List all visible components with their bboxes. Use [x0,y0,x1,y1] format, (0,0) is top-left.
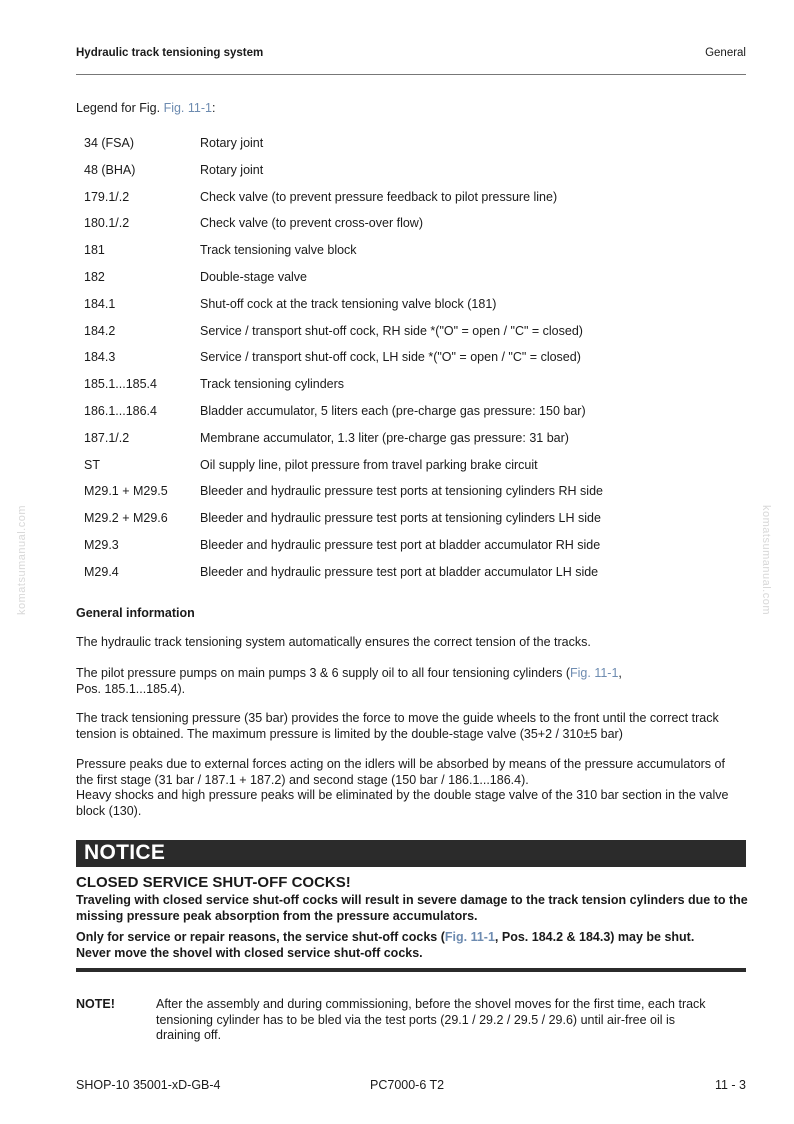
legend-position: ST [84,457,100,472]
legend-row [84,213,724,240]
legend-row [84,428,724,455]
p5-text: Heavy shocks and high pressure peaks will be eliminated by the double stage valve of the 310 bar section in the valve block (130). [76,788,729,818]
legend-description: Shut-off cock at the track tensioning valve block (181) [200,296,497,311]
notice-text-3: Never move the shovel with closed service shut-off cocks. [76,946,423,960]
legend-description: Bladder accumulator, 5 liters each (pre-charge gas pressure: 150 bar) [200,403,586,418]
watermark-left: komatsumanual.com [16,505,28,615]
legend-row [84,240,724,267]
notice-text-2b: , Pos. 184.2 & 184.3) may be shut. [494,930,695,944]
legend-row [84,562,724,589]
legend-intro [76,101,215,115]
legend-description: Bleeder and hydraulic pressure test port at bladder accumulator RH side [200,537,601,552]
header-section: General [705,47,746,59]
legend-row [84,481,724,508]
note-text: After the assembly and during commissioning, before the shovel moves for the first time, each track tensioning cylinder has to be bled via the test ports (29.1 / 29.2 / 29.5 / 29.6) until air-free oil is draining off. [156,997,706,1042]
legend-row [84,374,724,401]
legend-description: Bleeder and hydraulic pressure test ports at tensioning cylinders RH side [200,484,603,499]
legend-row [84,455,724,482]
page-header [76,47,746,67]
general-info-title: General information [76,606,195,620]
p2-text: The pilot pressure pumps on main pumps 3 & 6 supply oil to all four tensioning cylinders ( [76,666,571,680]
fig-link[interactable]: Fig. 11-1 [444,930,495,944]
note-label: NOTE! [76,997,115,1011]
notice-text-2a: Only for service or repair reasons, the service shut-off cocks ( [76,930,445,944]
legend-intro-prefix: Legend for Fig. [76,101,164,115]
footer-doc-id: SHOP-10 35001-xD-GB-4 [76,1078,221,1092]
legend-position: 182 [84,269,105,284]
legend-position: M29.3 [84,537,119,552]
legend-row [84,294,724,321]
legend-position: 186.1...186.4 [84,403,157,418]
legend-position: 184.3 [84,350,116,365]
legend-row [84,508,724,535]
legend-description: Track tensioning cylinders [200,377,345,392]
legend-position: 184.1 [84,296,116,311]
legend-description: Service / transport shut-off cock, LH side *("O" = open / "C" = closed) [200,350,581,365]
header-title: Hydraulic track tensioning system [76,47,264,59]
legend-position: 184.2 [84,323,116,338]
legend-description: Membrane accumulator, 1.3 liter (pre-charge gas pressure: 31 bar) [200,430,569,445]
legend-row [84,535,724,562]
legend-row [84,187,724,214]
notice-text-1: Traveling with closed service shut-off cocks will result in severe damage to the track tension cylinders due to the missing pressure peak absorption from the pressure accumulators. [76,893,748,923]
legend-row [84,133,724,160]
general-paragraph-2 [76,666,736,697]
legend-position: M29.2 + M29.6 [84,511,168,526]
notice-heading: CLOSED SERVICE SHUT-OFF COCKS! [76,874,351,891]
legend-description: Oil supply line, pilot pressure from travel parking brake circuit [200,457,538,472]
legend-description: Double-stage valve [200,269,308,284]
legend-description: Check valve (to prevent pressure feedback to pilot pressure line) [200,189,558,204]
legend-description: Bleeder and hydraulic pressure test port at bladder accumulator LH side [200,564,599,579]
p4-text: Pressure peaks due to external forces acting on the idlers will be absorbed by means of the pressure accumulators of the first stage (31 bar / 187.1 + 187.2) and second stage (150 bar / 186.1...186.4). [76,757,725,787]
legend-description: Check valve (to prevent cross-over flow) [200,216,423,231]
notice-label: NOTICE [84,841,166,864]
legend-row [84,347,724,374]
legend-position: M29.1 + M29.5 [84,484,168,499]
general-paragraph-3: The track tensioning pressure (35 bar) provides the force to move the guide wheels to the front until the correct track tension is obtained. The maximum pressure is limited by the double-stage valve (35+2 / 310±5 bar) [76,711,719,741]
legend-description: Rotary joint [200,136,264,150]
legend-position: 181 [84,243,105,258]
legend-position: 185.1...185.4 [84,377,157,392]
legend-table [84,133,724,589]
notice-divider [76,968,746,972]
fig-link[interactable]: Fig. 11-1 [163,101,212,115]
p2-pos: Pos. 185.1...185.4). [76,681,186,696]
legend-description: Track tensioning valve block [200,243,357,258]
notice-banner [76,840,746,867]
header-divider [76,74,746,75]
footer-page-number: 11 - 3 [714,1078,746,1092]
legend-position: 48 (BHA) [84,162,136,177]
p2-text-b: , [618,666,622,680]
legend-description: Bleeder and hydraulic pressure test ports at tensioning cylinders LH side [200,511,601,526]
legend-intro-suffix: : [211,101,216,115]
fig-link[interactable]: Fig. 11-1 [570,666,619,680]
watermark-right: komatsumanual.com [760,505,772,615]
legend-row [84,401,724,428]
legend-description: Service / transport shut-off cock, RH side *("O" = open / "C" = closed) [200,323,583,338]
legend-row [84,267,724,294]
legend-position: 34 (FSA) [84,136,135,150]
notice-text-2 [76,929,756,961]
legend-position: 180.1/.2 [84,216,130,231]
general-paragraph-4 [76,757,736,819]
legend-position: 179.1/.2 [84,189,130,204]
general-paragraph-1: The hydraulic track tensioning system automatically ensures the correct tension of the tracks. [76,635,591,649]
legend-description: Rotary joint [200,162,264,177]
footer-model: PC7000-6 T2 [370,1078,445,1092]
legend-position: M29.4 [84,564,119,579]
legend-row [84,321,724,348]
legend-position: 187.1/.2 [84,430,130,445]
legend-row [84,160,724,187]
